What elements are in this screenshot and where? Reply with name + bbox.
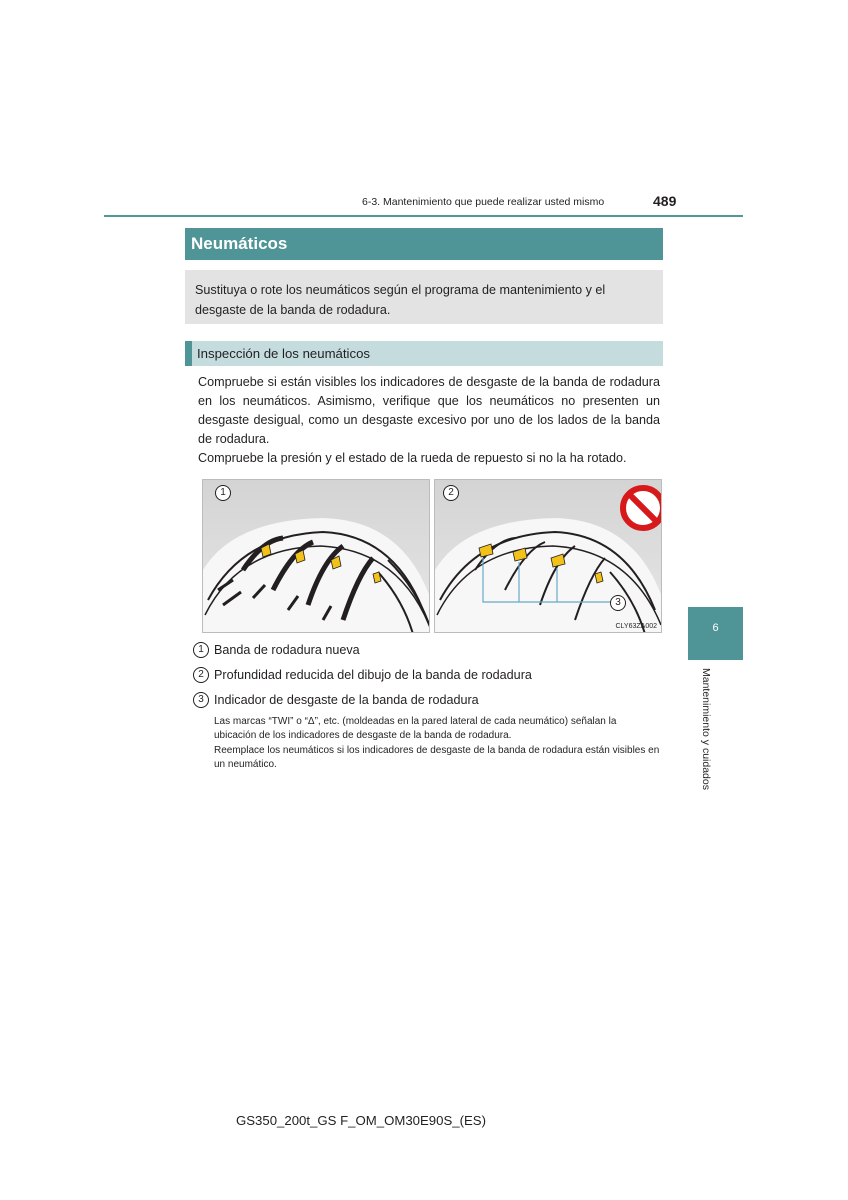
worn-tire-illustration [435,480,662,633]
panel-2-number: 2 [443,485,459,501]
legend-number: 1 [193,642,209,658]
chapter-tab[interactable] [688,607,743,660]
running-header-section: 6-3. Mantenimiento que puede realizar usted mismo [362,196,605,208]
callout-3-number: 3 [610,595,626,611]
page-number: 489 [653,193,677,209]
subsection-heading-text: Inspección de los neumáticos [197,346,371,361]
header-rule [104,215,743,217]
figure-code: CLY63ZA002 [615,623,657,630]
note-paragraph: Las marcas “TWI” o “Δ”, etc. (moldeadas en la pared lateral de cada neumático) señalan la ubicación de los indicadores de desgaste de la banda de rodadura. [214,716,617,742]
chapter-number: 6 [712,622,719,634]
new-tire-illustration [203,480,430,633]
note-paragraph: Reemplace los neumáticos si los indicadores de desgaste de la banda de rodadura están visibles en un neumático. [214,744,660,770]
subsection-heading [185,341,663,366]
body-paragraph: Compruebe la presión y el estado de la rueda de repuesto si no la ha rotado. [198,451,627,465]
legend-text: Profundidad reducida del dibujo de la banda de rodadura [214,668,532,682]
legend-number: 2 [193,667,209,683]
body-text [198,373,660,468]
subsection-heading-marker [185,341,192,366]
panel-1-number: 1 [215,485,231,501]
chapter-label: Mantenimiento y cuidados [700,668,712,790]
note-text [214,715,660,772]
legend-number: 3 [193,692,209,708]
figure-panel-worn-tread [434,479,662,633]
figure-panel-new-tread [202,479,430,633]
legend-text: Indicador de desgaste de la banda de rodadura [214,693,479,707]
intro-box: Sustituya o rote los neumáticos según el programa de mantenimiento y el desgaste de la banda de rodadura. [185,270,663,324]
tire-figure [202,479,663,633]
legend-text: Banda de rodadura nueva [214,643,360,657]
body-paragraph: Compruebe si están visibles los indicadores de desgaste de la banda de rodadura en los neumáticos. Asimismo, verifique que los neumáticos no presenten un desgaste desigual, como un desgaste excesivo por uno de los lados de la banda de rodadura. [198,375,660,446]
section-title: Neumáticos [185,228,663,260]
footer-doc-code: GS350_200t_GS F_OM_OM30E90S_(ES) [236,1113,486,1128]
